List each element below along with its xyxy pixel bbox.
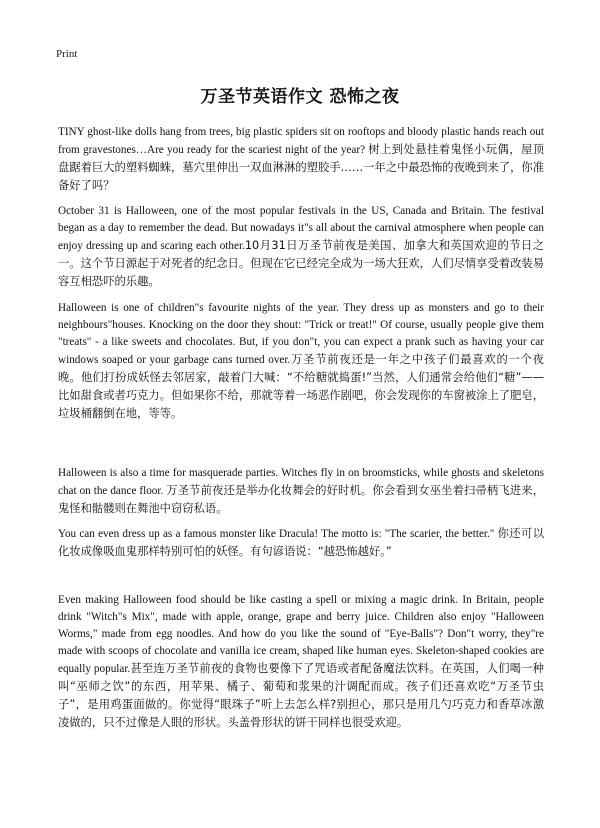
- paragraph-1: [58, 124, 544, 195]
- paragraph-6: [58, 592, 544, 732]
- paragraph-2: [58, 203, 544, 291]
- paragraph-5: [58, 525, 544, 561]
- paragraph-3-chinese: 万圣节前夜还是一年之中孩子们最喜欢的一个夜晚。他们打扮成妖怪去邻居家，敲着门大喊：“不给糖就捣蛋!”当然，人们通常会给他们“糖”——比如甜食或者巧克力。但如果你不给，那就等着一场恶作剧吧，你会发现你的车窗被涂上了肥皂，垃圾桶翻倒在地，等等。: [58, 353, 544, 420]
- paragraph-4-chinese: 万圣节前夜还是举办化妆舞会的好时机。你会看到女巫坐着扫帚柄飞进来，鬼怪和骷髅则在舞池中窃窃私语。: [58, 484, 544, 515]
- article-title: 万圣节英语作文 恐怖之夜: [200, 87, 400, 107]
- paragraph-2-chinese: 10月31日万圣节前夜是美国、加拿大和英国欢迎的节日之一。这个节日源起于对死者的纪念日。但现在它已经完全成为一场大狂欢，人们尽情享受着改装易容互相恐吓的乐趣。: [58, 239, 544, 288]
- paragraph-4-english: Halloween is also a time for masquerade parties. Witches fly in on broomsticks, while ghosts and skeletons chat on the dance floor.: [58, 467, 544, 497]
- paragraph-6-chinese: 甚至连万圣节前夜的食物也要像下了咒语或者配备魔法饮料。在英国，人们喝一种叫“巫师之饮”的东西，用苹果、橘子、葡萄和浆果的汁调配而成。孩子们还喜欢吃“万圣节虫子”，是用鸡蛋面做的。你觉得“眼珠子”听上去怎么样?别担心，那只是用几勺巧克力和香草冰激凌做的，只不过像是人眼的形状。头盖骨形状的饼干同样也很受欢迎。: [58, 662, 544, 729]
- paragraph-3-english: Halloween is one of children"s favourite nights of the year. They dress up as monsters and go to their neighbours"houses. Knocking on the door they shout: "Trick or treat!" Of course, usually people give them "treats" - a like sweets and chocolates. But, if you don"t, you can expect a prank such as having your car windows soaped or your garbage cans turned over.: [58, 302, 544, 366]
- paragraph-2-english: October 31 is Halloween, one of the most popular festivals in the US, Canada and Britain. The festival began as a day to remember the dead. But nowadays it"s all about the carnival atmosphere when people can enjoy dressing up and scaring each other.: [58, 205, 544, 252]
- paragraph-1-chinese: 树上到处悬挂着鬼怪小玩偶，屋顶盘踞着巨大的塑料蜘蛛，墓穴里伸出一双血淋淋的塑胶手……一年之中最恐怖的夜晚到来了，你准备好了吗？: [58, 143, 544, 192]
- paragraph-3: [58, 300, 544, 423]
- paragraph-5-english: You can even dress up as a famous monster like Dracula! The motto is: "The scarier, the better.": [58, 528, 495, 540]
- paragraph-5-chinese: 你还可以化妆成像吸血鬼那样特别可怕的妖怪。有句谚语说：“越恐怖越好。”: [58, 527, 544, 558]
- paragraph-4: [58, 465, 544, 518]
- paragraph-1-english: TINY ghost-like dolls hang from trees, big plastic spiders sit on rooftops and bloody plastic hands reach out from gravestones…Are you ready for the scariest night of the year?: [58, 126, 544, 156]
- paragraph-6-english: Even making Halloween food should be like casting a spell or mixing a magic drink. In Britain, people drink "Witch"s Mix", made with apple, orange, grape and berry juice. Children also enjoy "Halloween Worms," made from egg noodles. And how do you like the sound of "Eye-Balls"? Don"t worry, they"re made with scoops of chocolate and vanilla ice cream, shaped like human eyes. Skeleton-shaped cookies are equally popular.: [58, 594, 544, 675]
- print-label: Print: [56, 48, 78, 60]
